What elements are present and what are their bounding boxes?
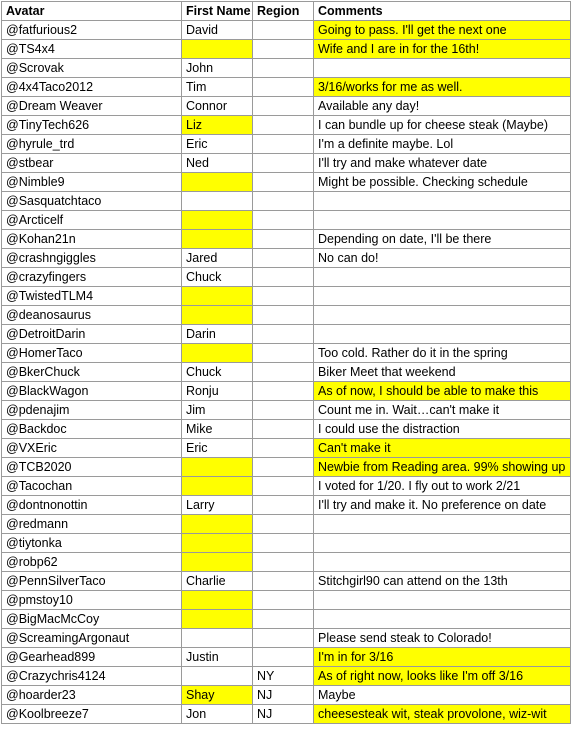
region-cell[interactable] xyxy=(253,306,314,325)
table-row xyxy=(2,572,571,591)
table-row xyxy=(2,420,571,439)
avatar-cell[interactable]: @dontnonottin xyxy=(2,496,182,515)
avatar-cell[interactable]: @pdenajim xyxy=(2,401,182,420)
avatar-cell[interactable]: @Sasquatchtaco xyxy=(2,192,182,211)
region-cell[interactable] xyxy=(253,439,314,458)
first-name-cell[interactable] xyxy=(182,477,253,496)
table-row xyxy=(2,268,571,287)
comments-cell[interactable]: Depending on date, I'll be there xyxy=(314,230,571,249)
region-cell[interactable] xyxy=(253,344,314,363)
comments-cell[interactable]: cheesesteak wit, steak provolone, wiz-wit xyxy=(314,705,571,724)
first-name-cell[interactable]: Connor xyxy=(182,97,253,116)
avatar-cell[interactable]: @BlackWagon xyxy=(2,382,182,401)
table-row xyxy=(2,515,571,534)
region-cell[interactable] xyxy=(253,211,314,230)
avatar-cell[interactable]: @Crazychris4124 xyxy=(2,667,182,686)
comments-cell[interactable]: Can't make it xyxy=(314,439,571,458)
region-cell[interactable] xyxy=(253,78,314,97)
region-cell[interactable] xyxy=(253,116,314,135)
comments-cell[interactable]: No can do! xyxy=(314,249,571,268)
table-row xyxy=(2,439,571,458)
table-row xyxy=(2,325,571,344)
table-row xyxy=(2,135,571,154)
first-name-cell[interactable]: Darin xyxy=(182,325,253,344)
region-cell[interactable] xyxy=(253,363,314,382)
avatar-cell[interactable]: @pmstoy10 xyxy=(2,591,182,610)
region-cell[interactable] xyxy=(253,477,314,496)
table-row xyxy=(2,534,571,553)
region-cell[interactable] xyxy=(253,496,314,515)
comments-cell[interactable] xyxy=(314,59,571,78)
table-row xyxy=(2,458,571,477)
first-name-cell[interactable]: Jon xyxy=(182,705,253,724)
comments-cell[interactable] xyxy=(314,610,571,629)
first-name-cell[interactable]: Chuck xyxy=(182,268,253,287)
avatar-cell[interactable]: @TS4x4 xyxy=(2,40,182,59)
region-cell[interactable] xyxy=(253,173,314,192)
first-name-cell[interactable]: Eric xyxy=(182,439,253,458)
first-name-cell[interactable] xyxy=(182,40,253,59)
comments-cell[interactable] xyxy=(314,287,571,306)
region-cell[interactable] xyxy=(253,135,314,154)
comments-cell[interactable]: I'm in for 3/16 xyxy=(314,648,571,667)
region-cell[interactable] xyxy=(253,648,314,667)
avatar-cell[interactable]: @Nimble9 xyxy=(2,173,182,192)
region-cell[interactable] xyxy=(253,287,314,306)
table-row xyxy=(2,667,571,686)
table-row xyxy=(2,287,571,306)
table-row xyxy=(2,629,571,648)
table-row xyxy=(2,154,571,173)
region-cell[interactable] xyxy=(253,553,314,572)
first-name-cell[interactable] xyxy=(182,173,253,192)
avatar-cell[interactable]: @TwistedTLM4 xyxy=(2,287,182,306)
avatar-cell[interactable]: @PennSilverTaco xyxy=(2,572,182,591)
comments-cell[interactable]: 3/16/works for me as well. xyxy=(314,78,571,97)
region-cell[interactable]: NY xyxy=(253,667,314,686)
region-cell[interactable] xyxy=(253,572,314,591)
table-body xyxy=(2,21,571,724)
avatar-cell[interactable]: @robp62 xyxy=(2,553,182,572)
avatar-cell[interactable]: @TinyTech626 xyxy=(2,116,182,135)
first-name-cell[interactable] xyxy=(182,553,253,572)
avatar-cell[interactable]: @stbear xyxy=(2,154,182,173)
comments-cell[interactable]: I voted for 1/20. I fly out to work 2/21 xyxy=(314,477,571,496)
first-name-cell[interactable] xyxy=(182,534,253,553)
table-row xyxy=(2,477,571,496)
first-name-cell[interactable] xyxy=(182,515,253,534)
region-cell[interactable] xyxy=(253,40,314,59)
first-name-cell[interactable]: Eric xyxy=(182,135,253,154)
table-row xyxy=(2,591,571,610)
table-row xyxy=(2,40,571,59)
comments-cell[interactable] xyxy=(314,553,571,572)
signup-table xyxy=(1,1,571,724)
first-name-cell[interactable] xyxy=(182,610,253,629)
comments-cell[interactable]: As of now, I should be able to make this xyxy=(314,382,571,401)
table-row xyxy=(2,192,571,211)
first-name-cell[interactable]: Mike xyxy=(182,420,253,439)
comments-cell[interactable] xyxy=(314,268,571,287)
region-cell[interactable]: NJ xyxy=(253,686,314,705)
table-row xyxy=(2,382,571,401)
first-name-cell[interactable]: Shay xyxy=(182,686,253,705)
table-row xyxy=(2,173,571,192)
table-row xyxy=(2,496,571,515)
comments-cell[interactable]: Newbie from Reading area. 99% showing up xyxy=(314,458,571,477)
avatar-cell[interactable]: @hyrule_trd xyxy=(2,135,182,154)
region-cell[interactable] xyxy=(253,420,314,439)
comments-cell[interactable]: Wife and I are in for the 16th! xyxy=(314,40,571,59)
first-name-cell[interactable] xyxy=(182,667,253,686)
first-name-cell[interactable]: Liz xyxy=(182,116,253,135)
avatar-cell[interactable]: @crazyfingers xyxy=(2,268,182,287)
comments-cell[interactable] xyxy=(314,591,571,610)
table-row xyxy=(2,211,571,230)
comments-cell[interactable] xyxy=(314,325,571,344)
first-name-cell[interactable] xyxy=(182,211,253,230)
avatar-cell[interactable]: @Kohan21n xyxy=(2,230,182,249)
region-cell[interactable] xyxy=(253,610,314,629)
avatar-cell[interactable]: @crashngiggles xyxy=(2,249,182,268)
comments-cell[interactable]: Count me in. Wait…can't make it xyxy=(314,401,571,420)
header-avatar[interactable]: Avatar xyxy=(2,2,182,21)
region-cell[interactable] xyxy=(253,401,314,420)
first-name-cell[interactable]: Tim xyxy=(182,78,253,97)
comments-cell[interactable]: I could use the distraction xyxy=(314,420,571,439)
avatar-cell[interactable]: @TCB2020 xyxy=(2,458,182,477)
table-row xyxy=(2,705,571,724)
comments-cell[interactable] xyxy=(314,192,571,211)
comments-cell[interactable]: As of right now, looks like I'm off 3/16 xyxy=(314,667,571,686)
table-row xyxy=(2,116,571,135)
table-row xyxy=(2,306,571,325)
avatar-cell[interactable]: @4x4Taco2012 xyxy=(2,78,182,97)
comments-cell[interactable]: Biker Meet that weekend xyxy=(314,363,571,382)
first-name-cell[interactable] xyxy=(182,458,253,477)
table-row xyxy=(2,249,571,268)
table-row xyxy=(2,686,571,705)
header-region[interactable]: Region xyxy=(253,2,314,21)
first-name-cell[interactable] xyxy=(182,591,253,610)
region-cell[interactable] xyxy=(253,382,314,401)
region-cell[interactable] xyxy=(253,192,314,211)
region-cell[interactable]: NJ xyxy=(253,705,314,724)
first-name-cell[interactable]: Jared xyxy=(182,249,253,268)
avatar-cell[interactable]: @Koolbreeze7 xyxy=(2,705,182,724)
region-cell[interactable] xyxy=(253,458,314,477)
comments-cell[interactable]: I'm a definite maybe. Lol xyxy=(314,135,571,154)
avatar-cell[interactable]: @tiytonka xyxy=(2,534,182,553)
avatar-cell[interactable]: @ScreamingArgonaut xyxy=(2,629,182,648)
first-name-cell[interactable]: Larry xyxy=(182,496,253,515)
table-row xyxy=(2,21,571,40)
table-row xyxy=(2,363,571,382)
comments-cell[interactable]: Available any day! xyxy=(314,97,571,116)
first-name-cell[interactable] xyxy=(182,230,253,249)
avatar-cell[interactable]: @Arcticelf xyxy=(2,211,182,230)
table-row xyxy=(2,78,571,97)
region-cell[interactable] xyxy=(253,249,314,268)
comments-cell[interactable] xyxy=(314,515,571,534)
first-name-cell[interactable] xyxy=(182,306,253,325)
avatar-cell[interactable]: @VXEric xyxy=(2,439,182,458)
avatar-cell[interactable]: @Scrovak xyxy=(2,59,182,78)
region-cell[interactable] xyxy=(253,325,314,344)
avatar-cell[interactable]: @deanosaurus xyxy=(2,306,182,325)
first-name-cell[interactable]: John xyxy=(182,59,253,78)
avatar-cell[interactable]: @Tacochan xyxy=(2,477,182,496)
region-cell[interactable] xyxy=(253,515,314,534)
region-cell[interactable] xyxy=(253,230,314,249)
comments-cell[interactable]: Maybe xyxy=(314,686,571,705)
comments-cell[interactable] xyxy=(314,534,571,553)
comments-cell[interactable]: Going to pass. I'll get the next one xyxy=(314,21,571,40)
spreadsheet xyxy=(1,1,570,724)
first-name-cell[interactable] xyxy=(182,629,253,648)
first-name-cell[interactable]: Ronju xyxy=(182,382,253,401)
avatar-cell[interactable]: @hoarder23 xyxy=(2,686,182,705)
region-cell[interactable] xyxy=(253,268,314,287)
avatar-cell[interactable]: @BigMacMcCoy xyxy=(2,610,182,629)
header-first-name[interactable]: First Name xyxy=(182,2,253,21)
comments-cell[interactable]: Stitchgirl90 can attend on the 13th xyxy=(314,572,571,591)
comments-cell[interactable]: I can bundle up for cheese steak (Maybe) xyxy=(314,116,571,135)
first-name-cell[interactable]: Justin xyxy=(182,648,253,667)
first-name-cell[interactable]: Jim xyxy=(182,401,253,420)
region-cell[interactable] xyxy=(253,97,314,116)
avatar-cell[interactable]: @DetroitDarin xyxy=(2,325,182,344)
region-cell[interactable] xyxy=(253,534,314,553)
header-row xyxy=(2,2,571,21)
table-row xyxy=(2,344,571,363)
table-row xyxy=(2,59,571,78)
table-row xyxy=(2,553,571,572)
first-name-cell[interactable]: Ned xyxy=(182,154,253,173)
avatar-cell[interactable]: @BkerChuck xyxy=(2,363,182,382)
first-name-cell[interactable] xyxy=(182,287,253,306)
comments-cell[interactable]: I'll try and make whatever date xyxy=(314,154,571,173)
first-name-cell[interactable] xyxy=(182,192,253,211)
comments-cell[interactable]: Please send steak to Colorado! xyxy=(314,629,571,648)
comments-cell[interactable] xyxy=(314,306,571,325)
avatar-cell[interactable]: @Backdoc xyxy=(2,420,182,439)
table-row xyxy=(2,648,571,667)
region-cell[interactable] xyxy=(253,591,314,610)
header-comments[interactable]: Comments xyxy=(314,2,571,21)
table-row xyxy=(2,97,571,116)
comments-cell[interactable]: Too cold. Rather do it in the spring xyxy=(314,344,571,363)
table-row xyxy=(2,610,571,629)
first-name-cell[interactable] xyxy=(182,344,253,363)
avatar-cell[interactable]: @Gearhead899 xyxy=(2,648,182,667)
avatar-cell[interactable]: @Dream Weaver xyxy=(2,97,182,116)
comments-cell[interactable] xyxy=(314,211,571,230)
first-name-cell[interactable]: Chuck xyxy=(182,363,253,382)
table-row xyxy=(2,401,571,420)
region-cell[interactable] xyxy=(253,21,314,40)
table-row xyxy=(2,230,571,249)
avatar-cell[interactable]: @HomerTaco xyxy=(2,344,182,363)
avatar-cell[interactable]: @fatfurious2 xyxy=(2,21,182,40)
region-cell[interactable] xyxy=(253,629,314,648)
region-cell[interactable] xyxy=(253,154,314,173)
comments-cell[interactable]: I'll try and make it. No preference on date xyxy=(314,496,571,515)
comments-cell[interactable]: Might be possible. Checking schedule xyxy=(314,173,571,192)
first-name-cell[interactable]: David xyxy=(182,21,253,40)
first-name-cell[interactable]: Charlie xyxy=(182,572,253,591)
avatar-cell[interactable]: @redmann xyxy=(2,515,182,534)
region-cell[interactable] xyxy=(253,59,314,78)
